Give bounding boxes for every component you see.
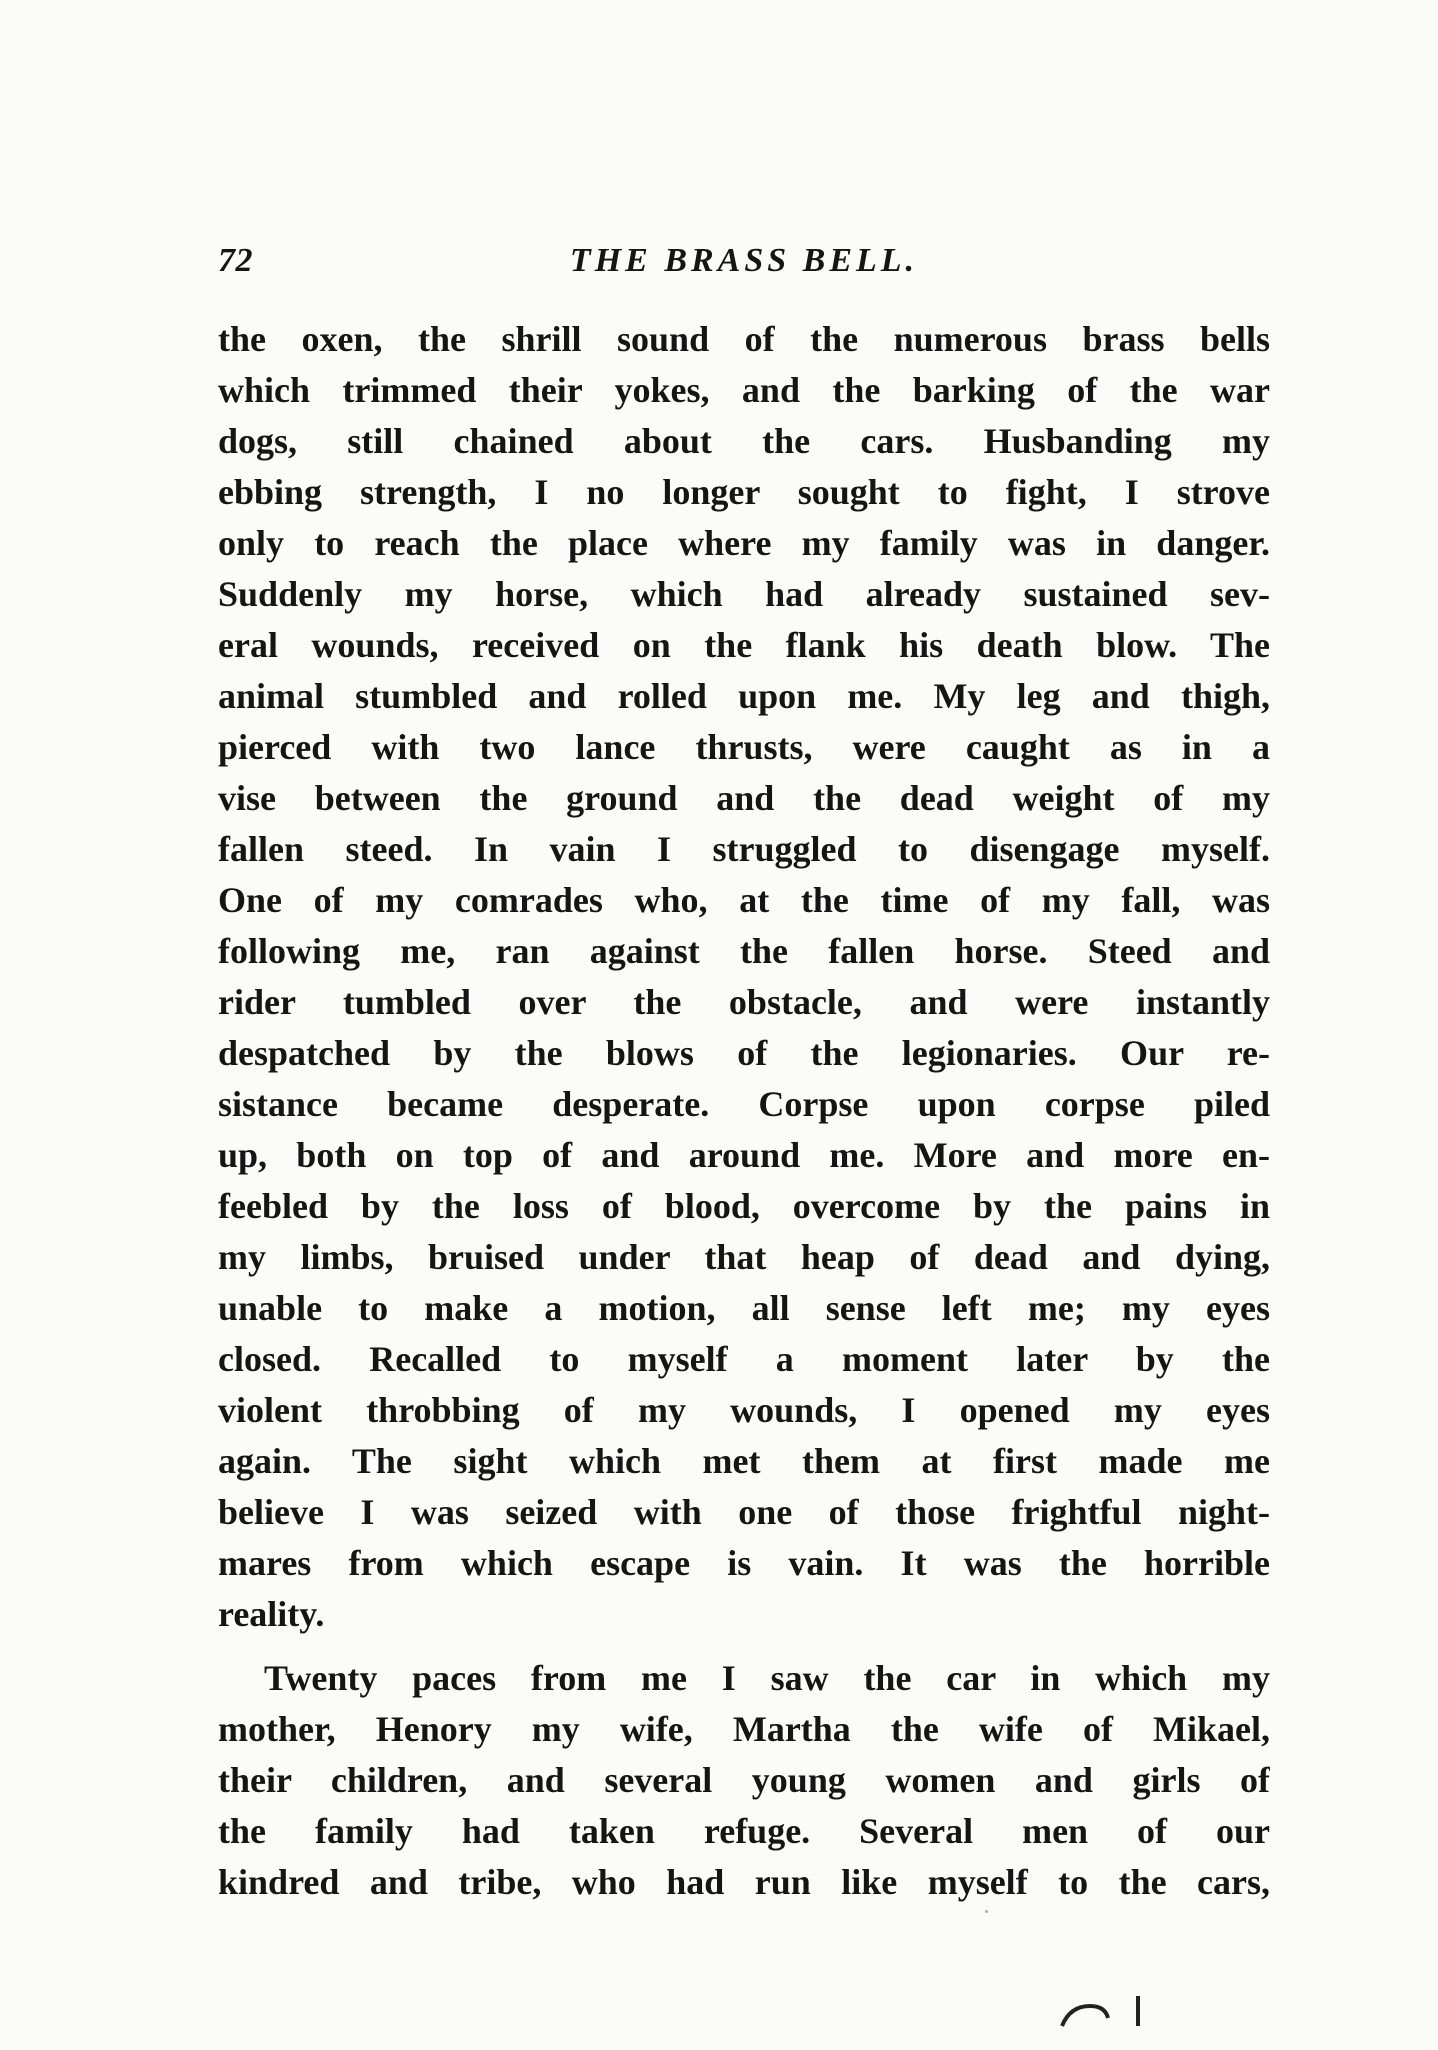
text-line: the family had taken refuge. Several men of our [218, 1811, 1270, 1851]
text-line: mares from which escape is vain. It was the horrible [218, 1543, 1270, 1583]
text-line: feebled by the loss of blood, overcome by the pains in [218, 1186, 1270, 1226]
text-line: up, both on top of and around me. More and more en- [218, 1135, 1270, 1175]
text-line: closed. Recalled to myself a moment later by the [218, 1339, 1270, 1379]
text-line: Suddenly my horse, which had already sustained sev- [218, 574, 1270, 614]
text-line: despatched by the blows of the legionaries. Our re- [218, 1033, 1270, 1073]
paragraph [218, 314, 1270, 1640]
body-text [218, 314, 1270, 1908]
text-line: eral wounds, received on the flank his death blow. The [218, 625, 1270, 665]
text-line: fallen steed. In vain I struggled to disengage myself. [218, 829, 1270, 869]
text-line: kindred and tribe, who had run like myself to the cars, [218, 1862, 1270, 1902]
text-line: One of my comrades who, at the time of my fall, was [218, 880, 1270, 920]
paragraph [218, 1653, 1270, 1908]
text-line: sistance became desperate. Corpse upon corpse piled [218, 1084, 1270, 1124]
text-line: ebbing strength, I no longer sought to fight, I strove [218, 472, 1270, 512]
paragraph-gap [218, 1640, 1270, 1653]
page-header [218, 242, 1270, 290]
text-line: violent throbbing of my wounds, I opened my eyes [218, 1390, 1270, 1430]
text-line: dogs, still chained about the cars. Husbanding my [218, 421, 1270, 461]
text-line: my limbs, bruised under that heap of dead and dying, [218, 1237, 1270, 1277]
text-line: following me, ran against the fallen horse. Steed and [218, 931, 1270, 971]
digitization-mark-icon [1060, 1988, 1150, 2028]
page-number: 72 [218, 242, 253, 279]
text-line: Twenty paces from me I saw the car in which my [264, 1658, 1270, 1698]
text-line: vise between the ground and the dead weight of my [218, 778, 1270, 818]
text-line: pierced with two lance thrusts, were caught as in a [218, 727, 1270, 767]
text-line: unable to make a motion, all sense left me; my eyes [218, 1288, 1270, 1328]
paper-speck [985, 1910, 988, 1913]
text-line: reality. [218, 1594, 325, 1634]
text-line: rider tumbled over the obstacle, and were instantly [218, 982, 1270, 1022]
text-line: their children, and several young women and girls of [218, 1760, 1270, 1800]
text-line: the oxen, the shrill sound of the numerous brass bells [218, 319, 1270, 359]
text-line: animal stumbled and rolled upon me. My leg and thigh, [218, 676, 1270, 716]
text-line: only to reach the place where my family was in danger. [218, 523, 1270, 563]
text-line: which trimmed their yokes, and the barking of the war [218, 370, 1270, 410]
text-line: again. The sight which met them at first made me [218, 1441, 1270, 1481]
text-line: mother, Henory my wife, Martha the wife of Mikael, [218, 1709, 1270, 1749]
text-line: believe I was seized with one of those frightful night- [218, 1492, 1270, 1532]
running-title: THE BRASS BELL. [569, 242, 919, 279]
